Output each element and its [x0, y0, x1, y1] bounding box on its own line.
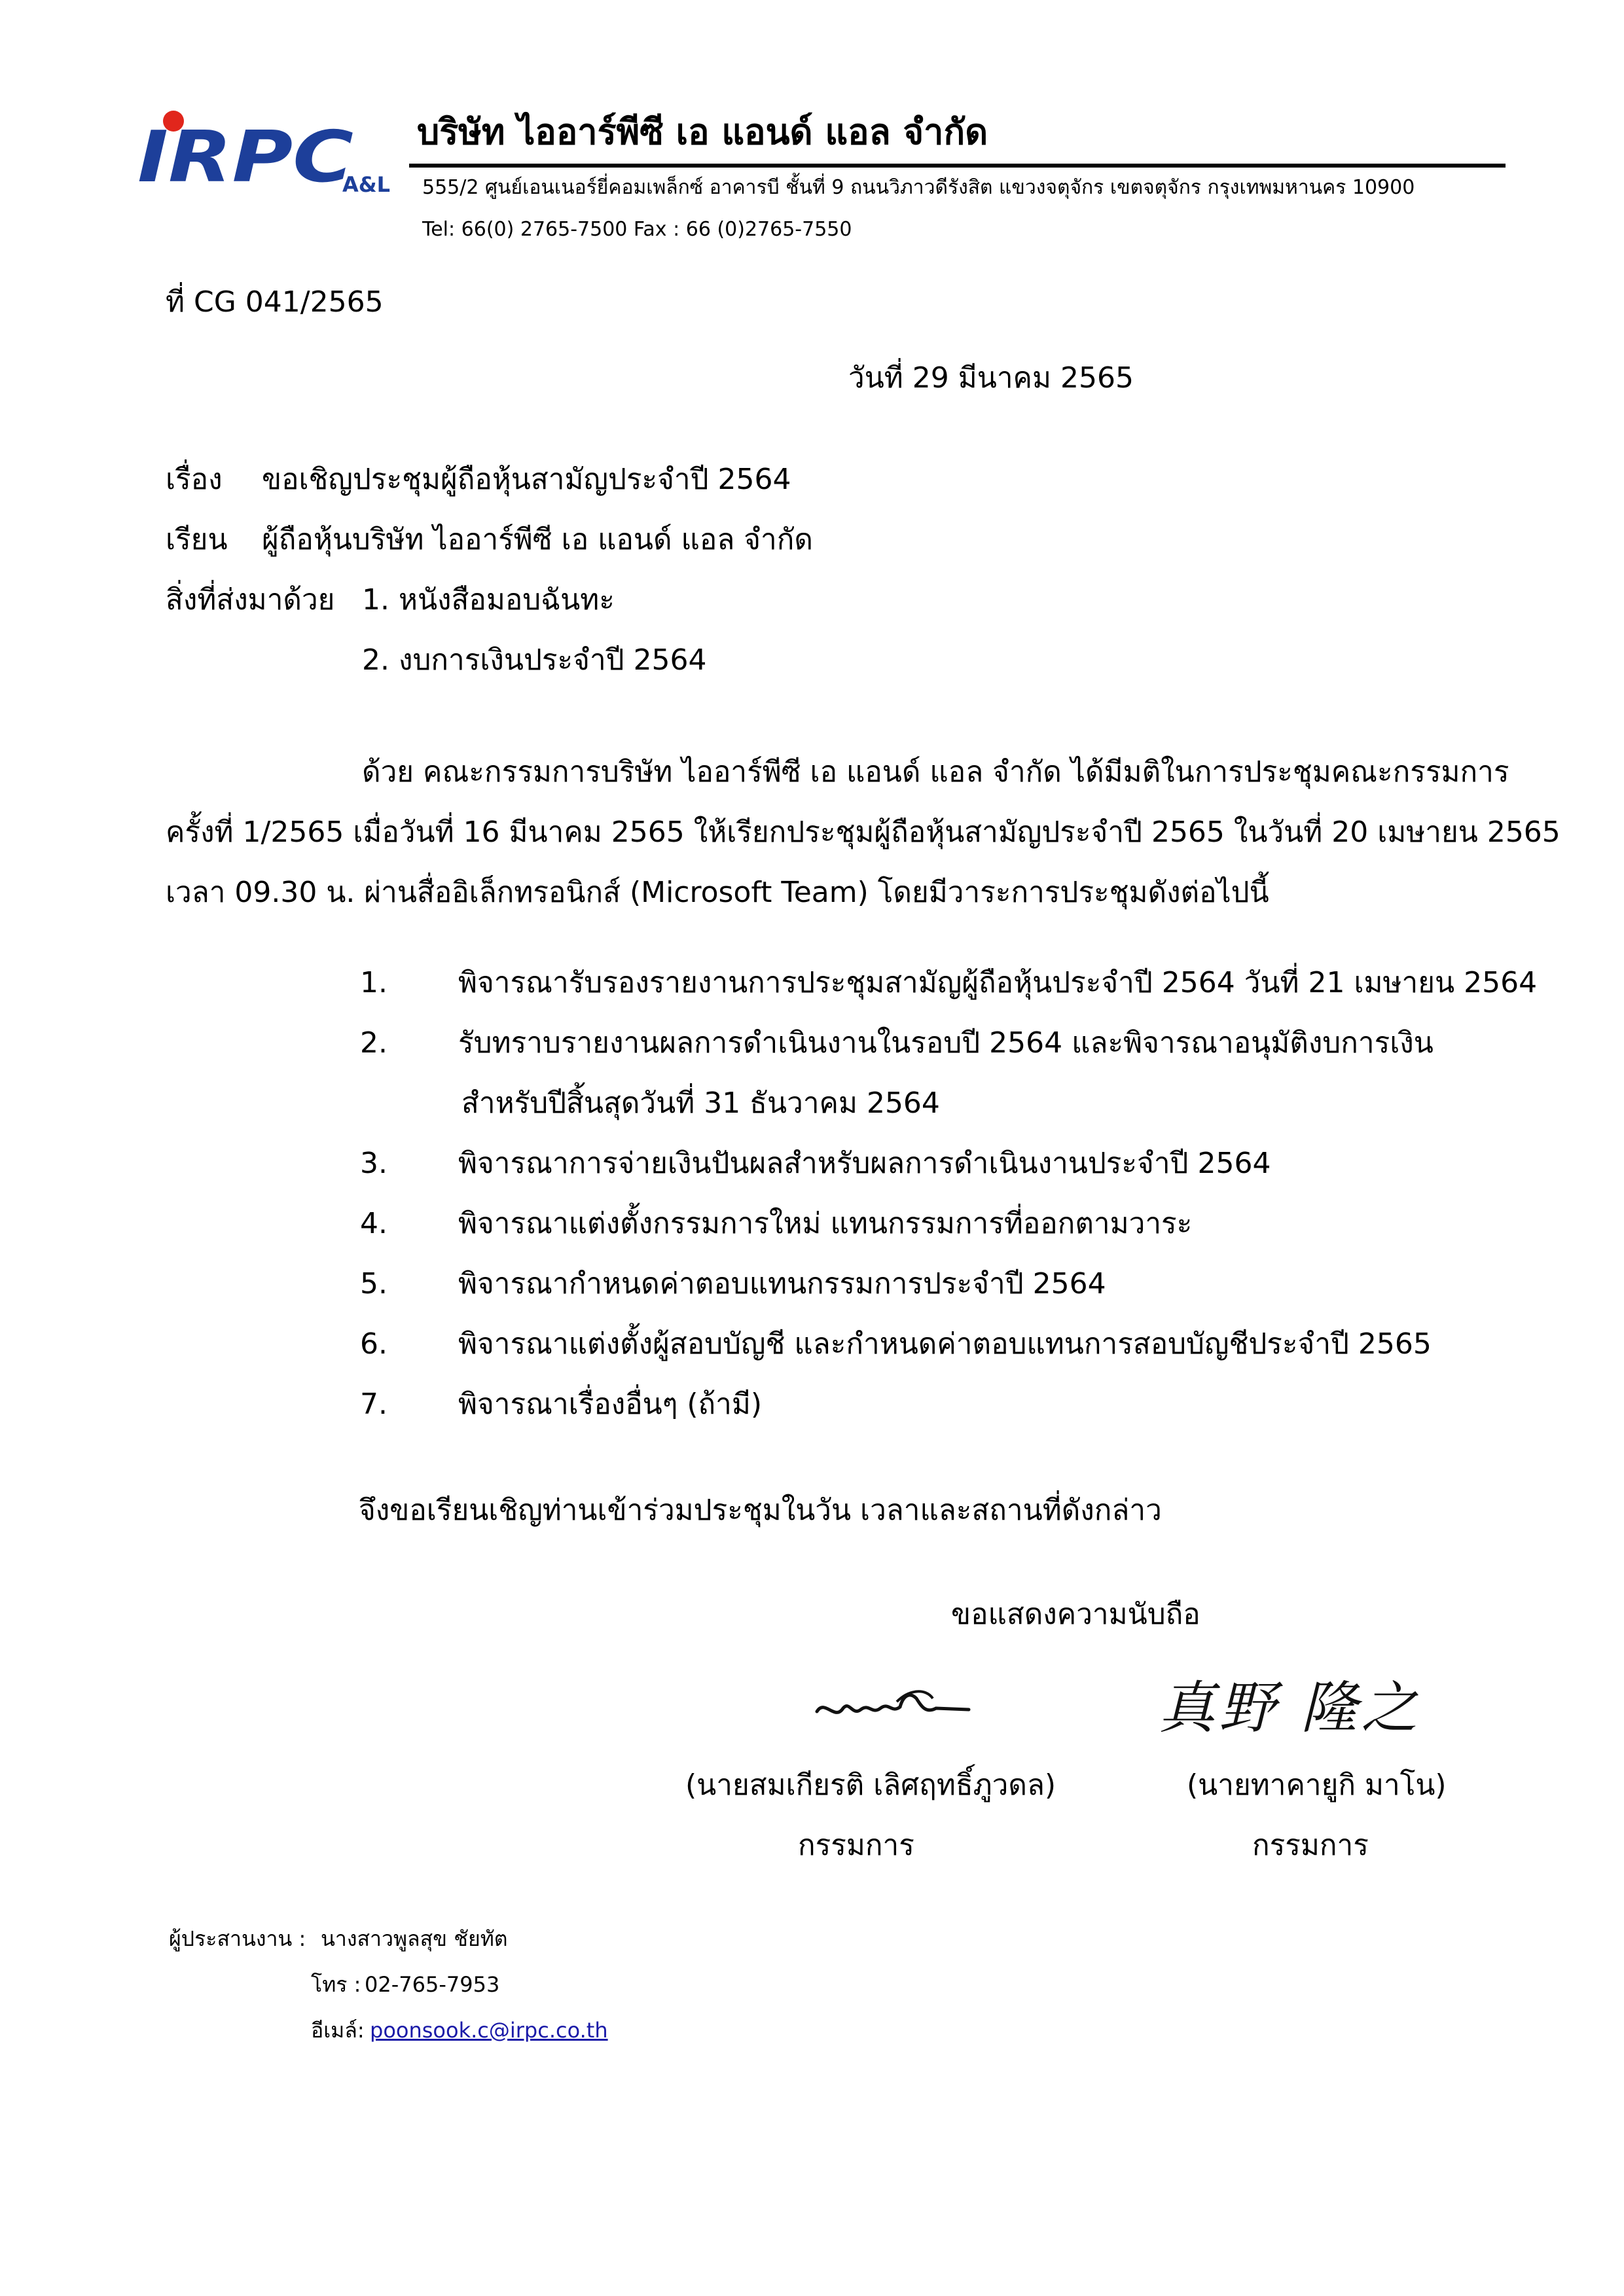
agenda-number: 4. [360, 1207, 388, 1240]
coordinator-name: นางสาวพูลสุข ชัยทัต [321, 1926, 508, 1951]
logo-text: IRPC [137, 117, 353, 198]
agenda-number: 2. [360, 1026, 388, 1060]
logo-suffix: A&L [342, 172, 391, 197]
company-address: 555/2 ศูนย์เอนเนอร์ยี่คอมเพล็กซ์ อาคารบี ชั้นที่ 9 ถนนวิภาวดีรังสิต แขวงจตุจักร เขตจตุจักร กรุงเทพมหานคร 10900 [422, 176, 1415, 199]
letterhead-divider [409, 164, 1506, 168]
body-line: เวลา 09.30 น. ผ่านสื่ออิเล็กทรอนิกส์ (Microsoft Team) โดยมีวาระการประชุมดังต่อไปนี้ [166, 876, 1269, 909]
enclosure-item: 2. งบการเงินประจำปี 2564 [362, 643, 707, 677]
agenda-number: 1. [360, 966, 388, 999]
letter-date: วันที่ 29 มีนาคม 2565 [848, 361, 1134, 395]
agenda-text: พิจารณากำหนดค่าตอบแทนกรรมการประจำปี 2564 [458, 1267, 1106, 1300]
phone-number: 02-765-7953 [365, 1972, 500, 1997]
irpc-logo [134, 108, 403, 200]
enclosure-item: 1. หนังสือมอบฉันทะ [362, 583, 615, 617]
body-line: ครั้งที่ 1/2565 เมื่อวันที่ 16 มีนาคม 2565 ให้เรียกประชุมผู้ถือหุ้นสามัญประจำปี 2565 ในวันที่ 20 เมษายน 2565 [166, 816, 1561, 849]
closing-line: จึงขอเรียนเชิญท่านเข้าร่วมประชุมในวัน เวลาและสถานที่ดังกล่าว [359, 1494, 1162, 1527]
agenda-text-continued: สำหรับปีสิ้นสุดวันที่ 31 ธันวาคม 2564 [461, 1086, 940, 1120]
to-label: เรียน [166, 523, 228, 556]
agenda-number: 5. [360, 1267, 388, 1300]
agenda-number: 7. [360, 1388, 388, 1421]
agenda-number: 3. [360, 1147, 388, 1180]
to-text: ผู้ถือหุ้นบริษัท ไออาร์พีซี เอ แอนด์ แอล จำกัด [262, 523, 813, 556]
company-contact: Tel: 66(0) 2765-7500 Fax : 66 (0)2765-7550 [422, 218, 852, 241]
email-link[interactable]: poonsook.c@irpc.co.th [370, 2018, 608, 2043]
company-name: บริษัท ไออาร์พีซี เอ แอนด์ แอล จำกัด [417, 111, 988, 152]
regards: ขอแสดงความนับถือ [951, 1598, 1200, 1631]
agenda-text: พิจารณาแต่งตั้งผู้สอบบัญชี และกำหนดค่าตอบแทนการสอบบัญชีประจำปี 2565 [458, 1327, 1432, 1361]
body-line: ด้วย คณะกรรมการบริษัท ไออาร์พีซี เอ แอนด์ แอล จำกัด ได้มีมติในการประชุมคณะกรรมการ [362, 755, 1509, 789]
agenda-text: พิจารณาการจ่ายเงินปันผลสำหรับผลการดำเนินงานประจำปี 2564 [458, 1147, 1271, 1180]
reference-number: ที่ CG 041/2565 [166, 285, 384, 319]
signature-left [812, 1676, 982, 1734]
subject-label: เรื่อง [166, 463, 223, 496]
agenda-number: 6. [360, 1327, 388, 1361]
subject-text: ขอเชิญประชุมผู้ถือหุ้นสามัญประจำปี 2564 [262, 463, 791, 496]
agenda-text: พิจารณาแต่งตั้งกรรมการใหม่ แทนกรรมการที่ออกตามวาระ [458, 1207, 1193, 1240]
agenda-text: รับทราบรายงานผลการดำเนินงานในรอบปี 2564 และพิจารณาอนุมัติงบการเงิน [458, 1026, 1434, 1060]
signatory-name: (นายทาคายูกิ มาโน) [1187, 1768, 1447, 1802]
signature-right: 真野 隆之 [1159, 1676, 1422, 1741]
signatory-name: (นายสมเกียรติ เลิศฤทธิ์ภูวดล) [685, 1768, 1056, 1802]
email-label: อีเมล์: [311, 2018, 365, 2043]
phone-label: โทร : [311, 1972, 361, 1997]
signatory-title: กรรมการ [1252, 1829, 1369, 1862]
agenda-text: พิจารณาเรื่องอื่นๆ (ถ้ามี) [458, 1388, 763, 1421]
signatory-title: กรรมการ [798, 1829, 914, 1862]
enclosure-label: สิ่งที่ส่งมาด้วย [166, 583, 335, 617]
agenda-text: พิจารณารับรองรายงานการประชุมสามัญผู้ถือหุ้นประจำปี 2564 วันที่ 21 เมษายน 2564 [458, 966, 1538, 999]
coordinator-label: ผู้ประสานงาน : [169, 1926, 306, 1951]
